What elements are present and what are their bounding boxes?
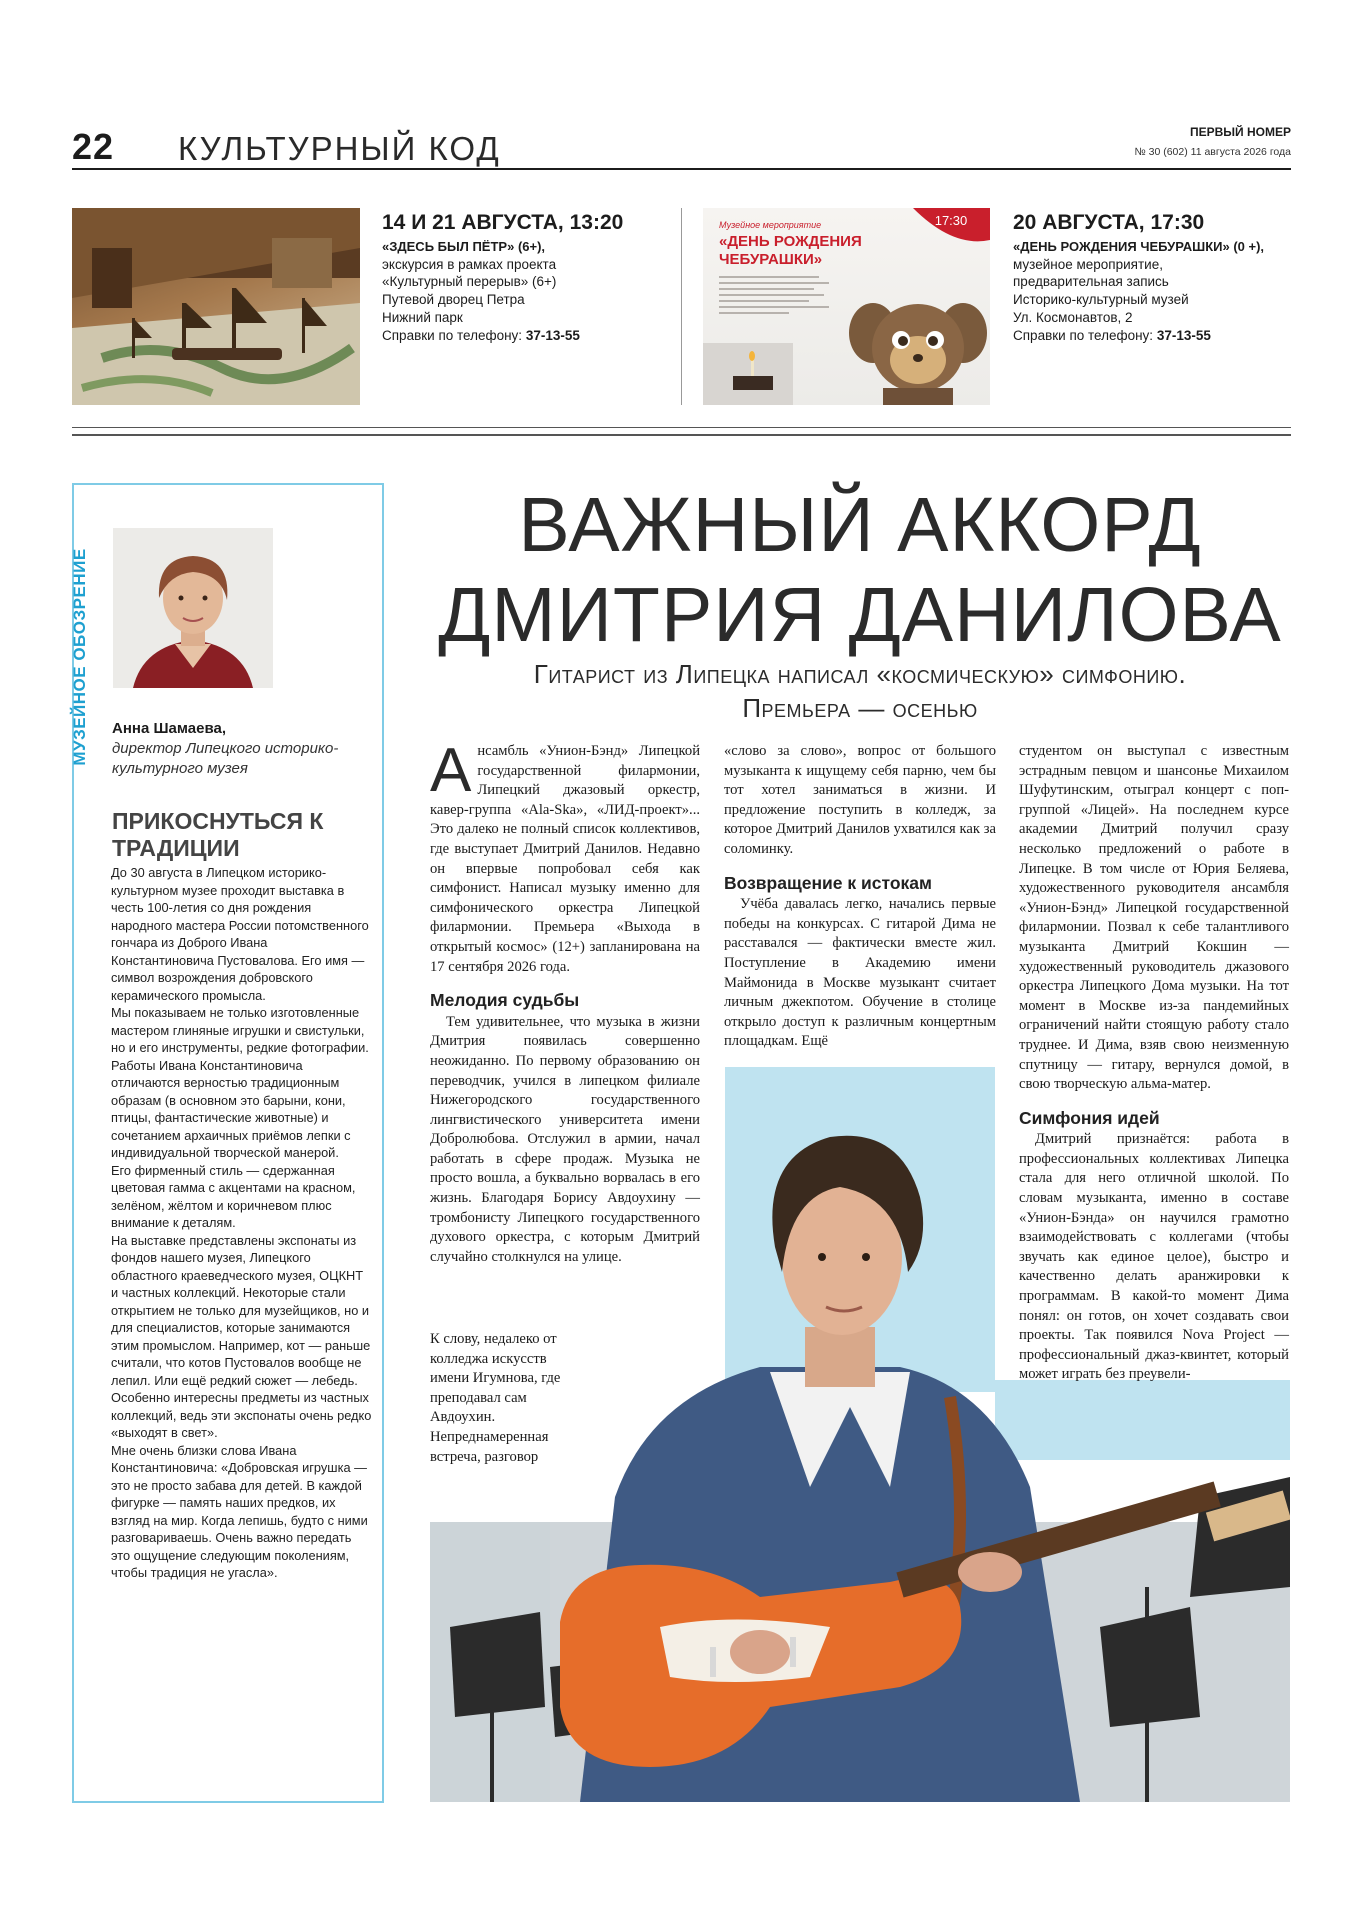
- event-detail: Путевой дворец Петра: [382, 292, 525, 308]
- article-subhead: [420, 657, 1300, 725]
- section-title: КУЛЬТУРНЫЙ КОД: [178, 130, 501, 167]
- rubric-label: МУЗЕЙНОЕ ОБОЗРЕНИЕ: [70, 548, 89, 766]
- strip-rule: [72, 434, 1291, 436]
- poster-title-2: ЧЕБУРАШКИ»: [719, 251, 823, 268]
- cheburashka-poster-image: [703, 208, 990, 405]
- strip-rule: [72, 427, 1291, 428]
- event-listing-1: [382, 210, 682, 344]
- article-headline: [420, 480, 1300, 660]
- article-paragraph: Тем удивительнее, что музыка в жизни Дмитрия появилась совершенно неожиданно. По первому образованию он переводчик, учился в липецком филиале Нижегородского государственного лингвистического университета имени Добролюбова. Отслужил в армии, начал работать в сфере продаж. Музыка не просто вошла, а буквально ворвалась в его жизнь. Благодаря Борису Авдоухину — тромбонисту Липецкого государственного духового оркестра, с которым Дмитрий случайно столкнулся на улице.: [430, 1013, 700, 1265]
- author-photo: [113, 528, 273, 688]
- sidebar-paragraph: На выставке представлены экспонаты из фондов нашего музея, Липецкого областного краеведческого музея, ОЦКНТ и частных коллекций. Некоторые стали открытием не только для музейщиков, но и для специалистов, которые занимаются этим промыслом. Например, кот — раньше считали, что котов Пустовалов вообще не лепил. Или ещё редкий сюжет — лебедь. Особенно интересны предметы из частных коллекций, ведь эти экспонаты очень редко «выходят в свет».: [111, 1232, 372, 1440]
- event-listing-2: [1013, 210, 1303, 344]
- event-detail: «Культурный перерыв» (6+): [382, 274, 557, 290]
- events-divider: [681, 208, 682, 405]
- event-detail: Историко-культурный музей: [1013, 292, 1189, 308]
- article-paragraph: Дмитрий признаётся: работа в профессиональных коллективах Липецка стала для него отличной школой. По словам музыканта, именно в составе «Унион-Бэнда» он научился грамотно взаимодействовать с коллегами (чтобы звучать как единое целое), быстро и качественно делать аранжировки к программам. В какой-то момент Дима понял: он готов, он хочет создавать свои проекты. Так появился Nova Project — профессиональный джаз-квинтет, который может играть без преувели-: [1019, 1131, 1289, 1383]
- article-column-1: [430, 736, 700, 1267]
- phone-number: 37-13-55: [525, 327, 580, 343]
- phone-label: Справки по телефону:: [382, 327, 523, 343]
- sidebar-heading: ПРИКОСНУТЬСЯ К ТРАДИЦИИ: [112, 808, 324, 861]
- sidebar-paragraph: Мы показываем не только изготовленные мастером глиняные игрушки и свистульки, но и его инструменты, редкие фотографии. Работы Ивана Константиновича отличаются верностью традиционным образам (в основном это барыни, кони, птицы, фантастические животные) и сочетанием архаичных приёмов лепки с индивидуальной творческой манерой.: [111, 1005, 369, 1160]
- author-name: Анна Шамаева,: [112, 720, 226, 737]
- event-poster-cheburashka: [703, 208, 990, 405]
- page-number: 22: [72, 126, 115, 167]
- event-detail: музейное мероприятие,: [1013, 256, 1163, 272]
- phone-label: Справки по телефону:: [1013, 327, 1154, 343]
- author-role: директор Липецкого историко-культурного музея: [112, 740, 339, 777]
- event-detail: Нижний парк: [382, 309, 463, 325]
- article-lead: нсамбль «Унион-Бэнд» Липецкой государственной филармонии, Липецкий джазовый оркестр, кавер-группа «Ala-Ska», «ЛИД-проект»... Это далеко не полный список коллективов, где выступает Дмитрий Данилов. Недавно он впервые попробовал себя как симфонист. Написал музыку именно для симфонического оркестра Липецкой филармонии. Премьера «Выхода в открытый космос» (12+) запланирована на 17 сентября 2026 года.: [430, 743, 700, 975]
- poster-time: 17:30: [934, 213, 968, 228]
- sidebar-text: [111, 864, 373, 1582]
- event-phone-line: [1013, 327, 1303, 345]
- article-paragraph: студентом он выступал с известным эстрадным певцом и шансонье Михаилом Шуфутинским, отыграл концерт с поп-группой «Лицей». На последнем курсе академии Дмитрий получил сразу несколько предложений о работе в Липецке. В том числе от Юрия Беляева, художественного руководителя ансамбля «Унион-Бэнд» Липецкой государственной филармонии. Позвал к себе талантливого музыканта Дмитрий Кокшин — художественный руководитель джазового оркестра Липецкого Дома музыки. На тот момент в Москве из-за пандемийных ограничений найти стоящую работу стало труднее. И Дима, взяв свою неизменную спутницу — гитару, вернулся домой, в свою творческую альма-матер.: [1019, 743, 1289, 1093]
- article-column-3: [1019, 742, 1289, 1385]
- event-date: 14 И 21 АВГУСТА, 13:20: [382, 211, 624, 234]
- subhead-line: Премьера — осенью: [742, 693, 978, 723]
- newspaper-name: ПЕРВЫЙ НОМЕР: [1189, 125, 1291, 139]
- sidebar-paragraph: До 30 августа в Липецком историко-культурном музее проходит выставка в честь 100-летия со дня рождения народного мастера России потомственного гончара из Доброго Ивана Константиновича Пустовалова. Его имя — символ возрождения добровского керамического промысла.: [111, 865, 369, 1003]
- event-title: «ДЕНЬ РОЖДЕНИЯ ЧЕБУРАШКИ» (0 +),: [1013, 239, 1265, 254]
- header-rule: [72, 168, 1291, 170]
- phone-number: 37-13-55: [1156, 327, 1211, 343]
- article-column-1-tail: [430, 1330, 580, 1467]
- event-photo-palace: [72, 208, 360, 405]
- article-paragraph: К слову, недалеко от колледжа искусств имени Игумнова, где преподавал сам Авдоухин. Непреднамеренная встреча, разговор: [430, 1331, 561, 1465]
- event-detail: экскурсия в рамках проекта: [382, 256, 557, 272]
- article-paragraph: «слово за слово», вопрос от большого музыканта к ищущему себя парню, чем бы тот хотел заниматься в жизни. И предложение поступить в колледж, за которое Дмитрий Данилов ухватился как за соломинку.: [724, 743, 996, 857]
- article-paragraph: Учёба давалась легко, начались первые победы на конкурсах. С гитарой Дима не расставался — фактически вместе жил. Поступление в Академию имени Маймонида в Москве музыкант считает личным джекпотом. Обучение в столице открыло доступ к различным концертным площадкам. Ещё: [724, 896, 996, 1050]
- subhead-line: Гитарист из Липецка написал «космическую» симфонию.: [533, 659, 1187, 689]
- event-date: 20 АВГУСТА, 17:30: [1013, 211, 1205, 234]
- subheading-return: Возвращение к истокам: [724, 872, 932, 893]
- event-phone-line: [382, 327, 682, 345]
- event-detail: предварительная запись: [1013, 274, 1169, 290]
- sidebar-paragraph: Мне очень близки слова Ивана Константиновича: «Добровская игрушка — это не просто забава для детей. В каждой фигурке — память наших предков, их взгляд на мир. Когда лепишь, будто с ними разговариваешь. Очень важно передать это ощущение следующим поколениям, чтобы традиция не угасла».: [111, 1442, 368, 1580]
- event-title: «ЗДЕСЬ БЫЛ ПЁТР» (6+),: [382, 239, 546, 254]
- palace-interior-image: [72, 208, 360, 405]
- headline-line: ДМИТРИЯ ДАНИЛОВА: [438, 572, 1282, 658]
- drop-cap: А: [430, 736, 472, 805]
- subheading-melody: Мелодия судьбы: [430, 990, 580, 1011]
- sidebar-vertical-label: [70, 537, 94, 777]
- article-column-2: [724, 742, 996, 1052]
- sidebar-paragraph: Его фирменный стиль — сдержанная цветовая гамма с акцентами на красном, зелёном, жёлтом и коричневом плюс внимание к деталям.: [111, 1162, 356, 1230]
- headline-line: ВАЖНЫЙ АККОРД: [518, 482, 1202, 568]
- issue-info: № 30 (602) 11 августа 2026 года: [1134, 146, 1291, 158]
- event-detail: Ул. Космонавтов, 2: [1013, 309, 1133, 325]
- poster-kicker: Музейное мероприятие: [719, 220, 822, 230]
- poster-title-1: «ДЕНЬ РОЖДЕНИЯ: [719, 233, 862, 250]
- author-portrait: [113, 528, 273, 688]
- subheading-symphony: Симфония идей: [1019, 1107, 1160, 1128]
